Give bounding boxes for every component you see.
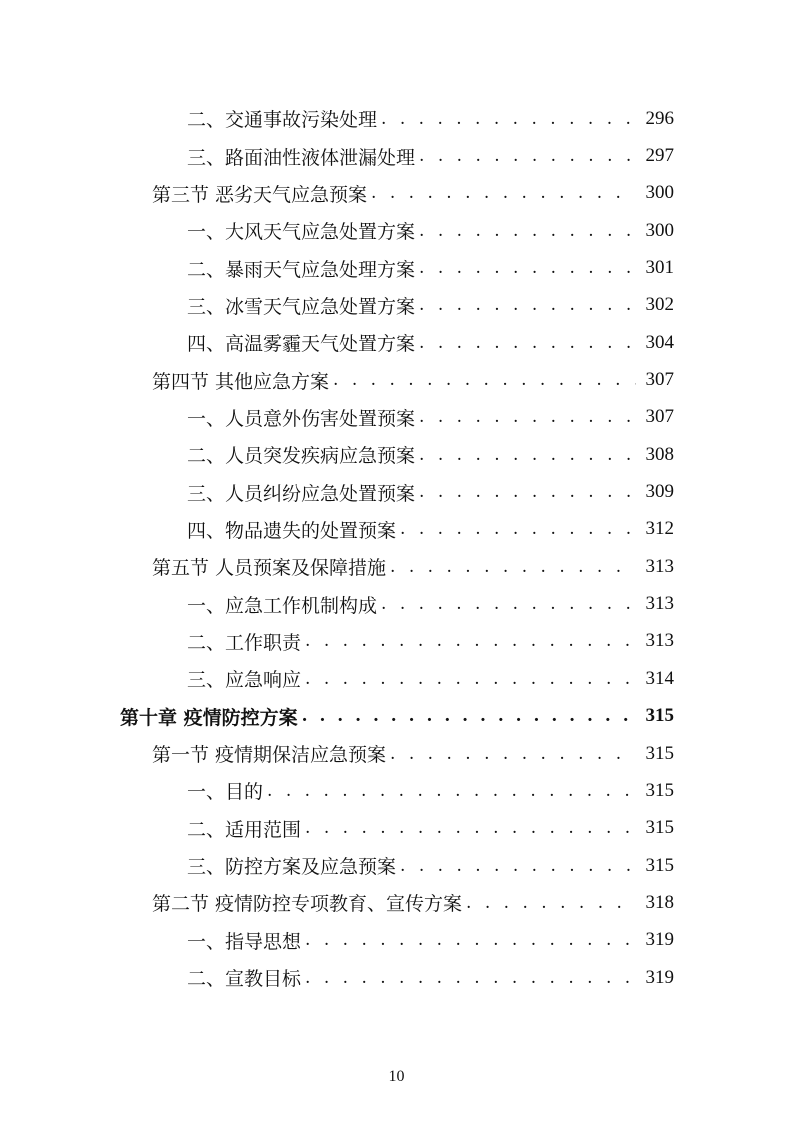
dot-leader (302, 706, 636, 726)
toc-entry-title: 三、防控方案及应急预案 (187, 856, 397, 879)
toc-entry-page: 318 (645, 891, 674, 913)
toc-entry-page: 313 (645, 630, 674, 652)
toc-entry[interactable] (0, 585, 793, 622)
dot-leader (400, 519, 636, 539)
table-of-contents (0, 100, 793, 996)
toc-entry-page: 314 (645, 667, 674, 689)
toc-entry-title: 四、物品遗失的处置预案 (187, 519, 397, 542)
dot-leader (305, 669, 636, 689)
toc-entry[interactable] (0, 698, 793, 735)
toc-entry-page: 313 (645, 555, 674, 577)
toc-entry-title: 第十章 疫情防控方案 (120, 706, 298, 729)
toc-entry[interactable] (0, 399, 793, 436)
dot-leader (305, 968, 636, 988)
page-number: 10 (388, 1068, 405, 1085)
toc-entry[interactable] (0, 735, 793, 772)
toc-entry-page: 319 (645, 929, 674, 951)
toc-entry[interactable] (0, 959, 793, 996)
toc-entry-title: 二、适用范围 (187, 818, 302, 841)
toc-entry-page: 315 (645, 705, 674, 727)
toc-entry-page: 315 (645, 779, 674, 801)
toc-entry[interactable] (0, 324, 793, 361)
toc-entry-page: 296 (645, 107, 674, 129)
toc-entry-title: 第三节 恶劣天气应急预案 (152, 183, 368, 206)
toc-entry[interactable] (0, 212, 793, 249)
toc-entry-page: 304 (645, 331, 674, 353)
toc-entry[interactable] (0, 922, 793, 959)
toc-entry-page: 309 (645, 481, 674, 503)
dot-leader (466, 893, 636, 913)
toc-entry-title: 三、应急响应 (187, 669, 302, 692)
toc-entry[interactable] (0, 473, 793, 510)
toc-entry-page: 312 (645, 518, 674, 540)
toc-entry-title: 第四节 其他应急方案 (152, 370, 330, 393)
toc-entry[interactable] (0, 884, 793, 921)
toc-entry[interactable] (0, 623, 793, 660)
toc-entry-page: 313 (645, 593, 674, 615)
dot-leader (419, 482, 636, 502)
toc-entry[interactable] (0, 361, 793, 398)
toc-entry-page: 307 (645, 406, 674, 428)
dot-leader (371, 183, 636, 203)
toc-entry-title: 二、工作职责 (187, 631, 302, 654)
toc-entry-title: 第一节 疫情期保洁应急预案 (152, 744, 387, 767)
dot-leader (419, 445, 636, 465)
toc-entry-title: 一、人员意外伤害处置预案 (187, 407, 416, 430)
toc-entry-title: 三、路面油性液体泄漏处理 (187, 146, 416, 169)
toc-entry[interactable] (0, 511, 793, 548)
dot-leader (305, 631, 636, 651)
toc-entry-title: 三、人员纠纷应急处置预案 (187, 482, 416, 505)
toc-entry[interactable] (0, 847, 793, 884)
toc-entry[interactable] (0, 249, 793, 286)
toc-entry-title: 二、暴雨天气应急处理方案 (187, 258, 416, 281)
toc-entry-title: 四、高温雾霾天气处置方案 (187, 333, 416, 356)
toc-entry-page: 300 (645, 219, 674, 241)
toc-entry-title: 一、应急工作机制构成 (187, 594, 378, 617)
toc-entry-page: 308 (645, 443, 674, 465)
toc-entry-title: 二、交通事故污染处理 (187, 109, 378, 132)
dot-leader (419, 407, 636, 427)
dot-leader (400, 856, 636, 876)
toc-entry-page: 315 (645, 817, 674, 839)
toc-entry-title: 一、指导思想 (187, 930, 302, 953)
toc-entry-page: 297 (645, 145, 674, 167)
toc-entry[interactable] (0, 772, 793, 809)
dot-leader (419, 146, 636, 166)
toc-entry[interactable] (0, 660, 793, 697)
toc-entry-page: 307 (645, 369, 674, 391)
toc-entry[interactable] (0, 548, 793, 585)
dot-leader (381, 594, 636, 614)
dot-leader (305, 930, 636, 950)
dot-leader (419, 258, 636, 278)
dot-leader (419, 333, 636, 353)
toc-entry-title: 二、人员突发疾病应急预案 (187, 445, 416, 468)
dot-leader (419, 295, 636, 315)
toc-entry-page: 315 (645, 742, 674, 764)
toc-entry[interactable] (0, 100, 793, 137)
toc-entry-title: 一、目的 (187, 781, 264, 804)
toc-entry-title: 第二节 疫情防控专项教育、宣传方案 (152, 893, 463, 916)
toc-entry-page: 301 (645, 257, 674, 279)
toc-entry-page: 319 (645, 966, 674, 988)
dot-leader (267, 781, 636, 801)
toc-entry[interactable] (0, 810, 793, 847)
dot-leader (333, 370, 636, 390)
dot-leader (390, 744, 636, 764)
toc-entry-title: 二、宣教目标 (187, 968, 302, 991)
toc-entry[interactable] (0, 175, 793, 212)
toc-entry-page: 300 (645, 182, 674, 204)
dot-leader (305, 818, 636, 838)
toc-entry[interactable] (0, 436, 793, 473)
toc-entry-title: 第五节 人员预案及保障措施 (152, 557, 387, 580)
dot-leader (390, 557, 636, 577)
toc-entry[interactable] (0, 137, 793, 174)
dot-leader (419, 221, 636, 241)
toc-entry-title: 三、冰雪天气应急处置方案 (187, 295, 416, 318)
toc-entry[interactable] (0, 287, 793, 324)
toc-entry-page: 302 (645, 294, 674, 316)
toc-entry-page: 315 (645, 854, 674, 876)
dot-leader (381, 109, 636, 129)
toc-entry-title: 一、大风天气应急处置方案 (187, 221, 416, 244)
